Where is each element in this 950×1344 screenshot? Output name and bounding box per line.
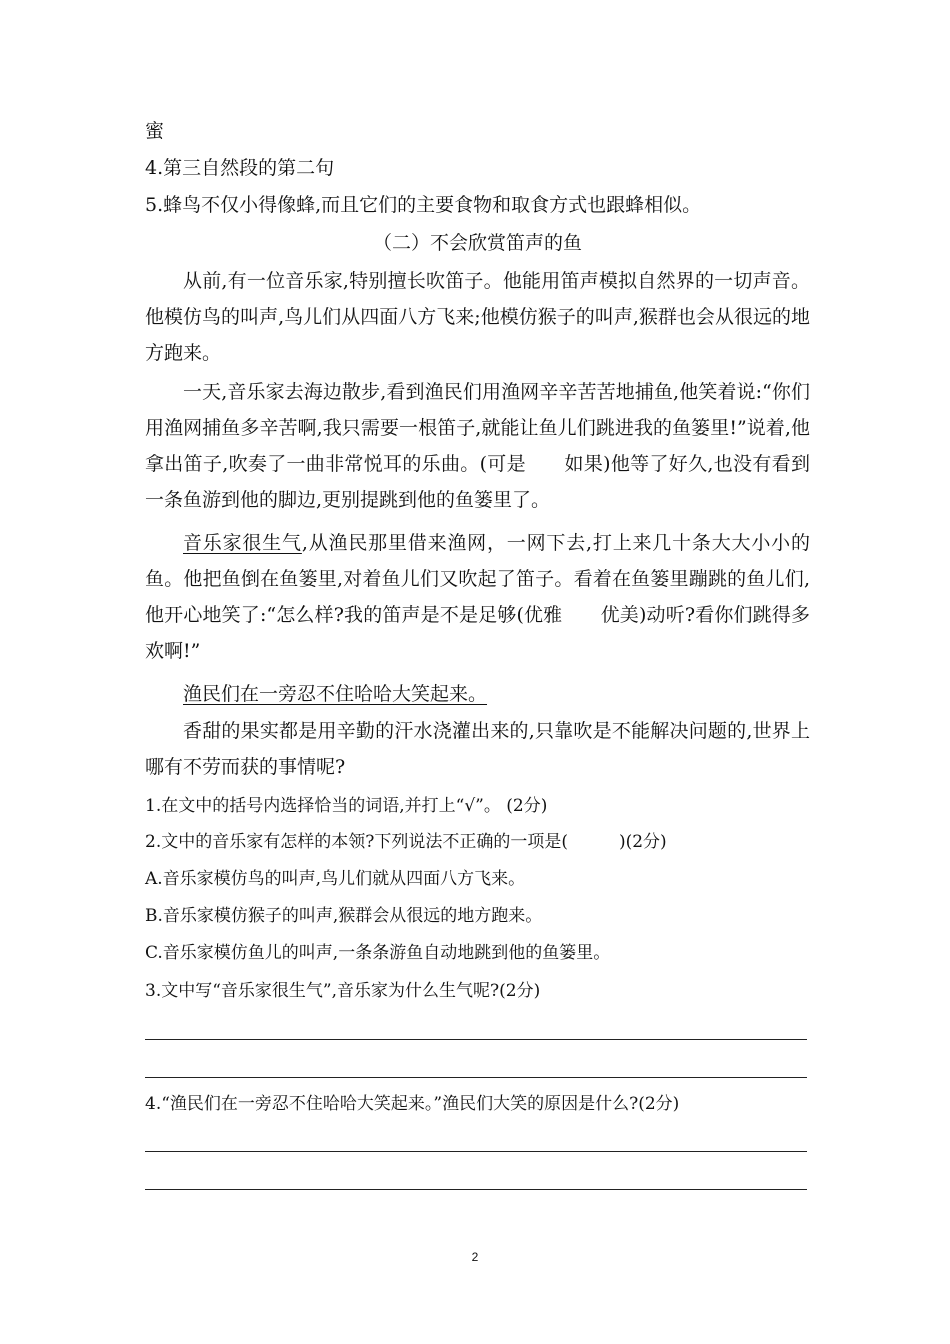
passage-paragraph-1: 从前,有一位音乐家,特别擅长吹笛子。他能用笛声模拟自然界的一切声音。他模仿鸟的叫声,鸟儿们从四面八方飞来;他模仿猴子的叫声,猴群也会从很远的地方跑来。 — [145, 270, 810, 364]
question-2-option-b: B.音乐家模仿猴子的叫声,猴群会从很远的地方跑来。 — [145, 906, 543, 926]
passage-paragraph-3-rest: ,从渔民那里借来渔网，一网下去,打上来几十条大大小小的鱼。他把鱼倒在鱼篓里,对着鱼儿们又吹起了笛子。看着在鱼篓里蹦跳的鱼儿们,他开心地笑了:“怎么样?我的笛声是不是足够(优雅 优美)动听?看你们跳得多欢啊!” — [145, 532, 810, 662]
question-4: 4.“渔民们在一旁忍不住哈哈大笑起来。”渔民们大笑的原因是什么?(2分) — [145, 1094, 680, 1114]
question-2-option-a: A.音乐家模仿鸟的叫声,鸟儿们就从四面八方飞来。 — [145, 869, 526, 889]
passage-paragraph-5: 香甜的果实都是用辛勤的汗水浇灌出来的,只靠吹是不能解决问题的,世界上哪有不劳而获的事情呢? — [145, 720, 810, 778]
question-2: 2.文中的音乐家有怎样的本领?下列说法不正确的一项是( )(2分) — [145, 832, 667, 852]
question-1: 1.在文中的括号内选择恰当的词语,并打上“√”。 (2分) — [145, 796, 548, 816]
prev-answer-4: 4.第三自然段的第二句 — [145, 157, 335, 179]
underlined-sentence-laugh: 渔民们在一旁忍不住哈哈大笑起来。 — [183, 683, 488, 705]
answer-line-q3-1[interactable] — [145, 1039, 807, 1040]
section-title: （二）不会欣赏笛声的鱼 — [372, 232, 582, 254]
prev-answer-5: 5.蜂鸟不仅小得像蜂,而且它们的主要食物和取食方式也跟蜂相似。 — [145, 194, 702, 216]
underlined-sentence-angry: 音乐家很生气 — [183, 532, 302, 554]
prev-answer-fragment: 蜜 — [145, 120, 165, 142]
answer-line-q4-2[interactable] — [145, 1189, 807, 1190]
question-3: 3.文中写“音乐家很生气”,音乐家为什么生气呢?(2分) — [145, 981, 541, 1001]
question-2-option-c: C.音乐家模仿鱼儿的叫声,一条条游鱼自动地跳到他的鱼篓里。 — [145, 943, 611, 963]
passage-paragraph-3 — [145, 525, 810, 669]
page-number: 2 — [471, 1250, 479, 1264]
answer-line-q3-2[interactable] — [145, 1077, 807, 1078]
passage-paragraph-4 — [145, 676, 810, 712]
answer-line-q4-1[interactable] — [145, 1151, 807, 1152]
passage-paragraph-2: 一天,音乐家去海边散步,看到渔民们用渔网辛辛苦苦地捕鱼,他笑着说:“你们用渔网捕鱼多辛苦啊,我只需要一根笛子,就能让鱼儿们跳进我的鱼篓里!”说着,他拿出笛子,吹奏了一曲非常悦耳的乐曲。(可是 如果)他等了好久,也没有看到一条鱼游到他的脚边,更别提跳到他的鱼篓里了。 — [145, 381, 810, 511]
